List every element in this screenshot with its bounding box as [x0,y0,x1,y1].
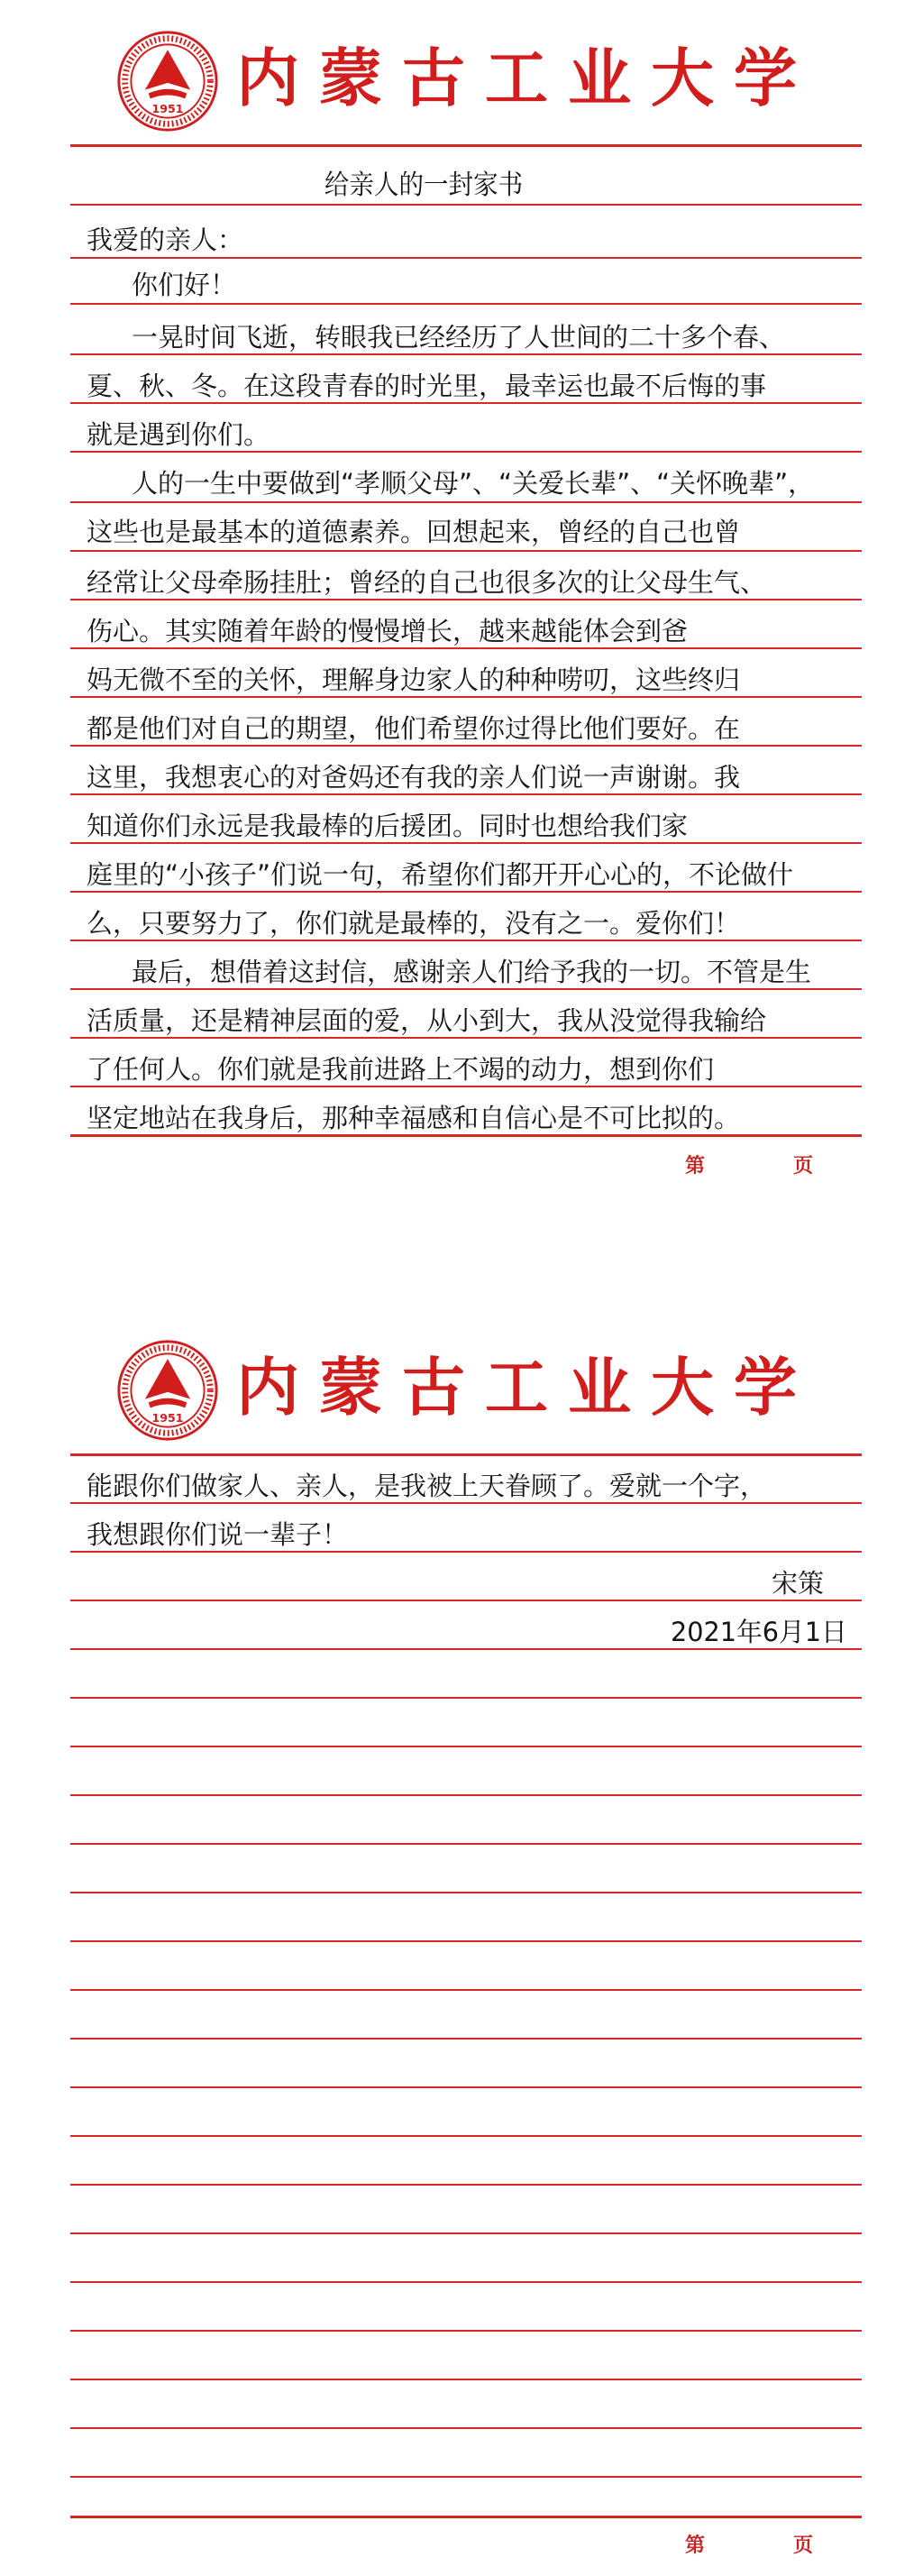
ruled-line [70,2086,862,2088]
letter-line: 活质量，还是精神层面的爱，从小到大，我从没觉得我输给 [87,1005,767,1036]
letter-line: 知道你们永远是我最棒的后援团。同时也想给我们家 [87,811,689,841]
ruled-line [70,1453,862,1456]
letter-line: 都是他们对自己的期望，他们希望你过得比他们要好。在 [87,713,741,744]
ruled-line [70,2476,862,2478]
letter-line: 妈无微不至的关怀，理解身边家人的种种唠叨，这些终归 [87,665,741,695]
university-name: 内蒙古工业大学 [236,41,817,115]
letter-line: 这些也是最基本的道德素养。回想起来，曾经的自己也曾 [87,517,741,547]
letter-line: 一晃时间飞逝，转眼我已经经历了人世间的二十多个春、 [132,322,786,353]
ruled-line [70,1989,862,1991]
ruled-line [70,1134,862,1137]
page-label-di: 第 [685,1155,706,1178]
ruled-line [70,2516,862,2518]
salutation: 我爱的亲人： [87,225,244,255]
ruled-line [70,1892,862,1893]
ruled-line [70,1648,862,1650]
logo-year: 1951 [151,1410,184,1425]
page-label-ye: 页 [793,1155,814,1178]
ruled-line [70,402,862,404]
ruled-line [70,204,862,206]
ruled-line [70,1697,862,1699]
ruled-line [70,1794,862,1796]
ruled-line [70,2330,862,2332]
ruled-line [70,353,862,355]
letter-line: 人的一生中要做到“孝顺父母”、“关爱长辈”、“关怀晚辈”， [132,468,815,499]
ruled-line [70,451,862,453]
letter-line: 能跟你们做家人、亲人，是我被上天眷顾了。爱就一个字， [87,1471,767,1501]
logo-year: 1951 [151,101,184,115]
ruled-line [70,2038,862,2040]
letter-title: 给亲人的一封家书 [324,170,524,201]
ruled-line [70,1600,862,1601]
ruled-line [70,940,862,941]
greeting: 你们好！ [132,270,237,300]
university-seal-icon [115,29,220,133]
ruled-line [70,1746,862,1747]
ruled-line [70,1502,862,1504]
ruled-line [70,842,862,844]
page-label-ye: 页 [793,2535,814,2557]
letter-line: 最后，想借着这封信，感谢亲人们给予我的一切。不管是生 [132,957,812,987]
letter-line: 坚定地站在我身后，那种幸福感和自信心是不可比拟的。 [87,1103,741,1133]
ruled-line [70,2379,862,2380]
ruled-line [70,1843,862,1845]
ruled-line [70,2135,862,2137]
ruled-line [70,2232,862,2234]
letter-line: 经常让父母牵肠挂肚；曾经的自己也很多次的让父母生气、 [87,567,767,598]
ruled-line [70,1940,862,1942]
ruled-line [70,1551,862,1553]
letter-line: 庭里的“小孩子”们说一句，希望你们都开开心心的，不论做什 [87,859,794,890]
ruled-line [70,745,862,747]
letter-line: 伤心。其实随着年龄的慢慢增长，越来越能体会到爸 [87,616,689,646]
ruled-line [70,144,862,147]
letter-line: 夏、秋、冬。在这段青春的时光里，最幸运也最不后悔的事 [87,371,767,401]
ruled-line [70,1037,862,1039]
ruled-line [70,2281,862,2283]
signature: 宋策 [771,1568,824,1599]
university-seal-icon [115,1338,220,1443]
ruled-line [70,257,862,259]
letter-line: 我想跟你们说一辈子！ [87,1519,349,1550]
ruled-line [70,647,862,649]
letter-sheet-1 [0,0,923,1253]
ruled-line [70,793,862,795]
ruled-line [70,1086,862,1087]
university-name: 内蒙古工业大学 [236,1350,817,1425]
ruled-line [70,2427,862,2429]
ruled-line [70,501,862,503]
ruled-line [70,696,862,698]
ruled-line [70,2184,862,2186]
letter-date: 2021年6月1日 [671,1617,848,1647]
letter-sheet-2 [0,1316,923,2576]
letter-line: 么，只要努力了，你们就是最棒的，没有之一。爱你们！ [87,908,741,939]
ruled-line [70,891,862,893]
ruled-line [70,303,862,305]
ruled-line [70,550,862,552]
page-label-di: 第 [685,2535,706,2557]
letter-line: 了任何人。你们就是我前进路上不竭的动力，想到你们 [87,1054,715,1085]
ruled-line [70,988,862,990]
letter-line: 这里，我想衷心的对爸妈还有我的亲人们说一声谢谢。我 [87,762,741,793]
letter-line: 就是遇到你们。 [87,419,270,450]
ruled-line [70,599,862,600]
